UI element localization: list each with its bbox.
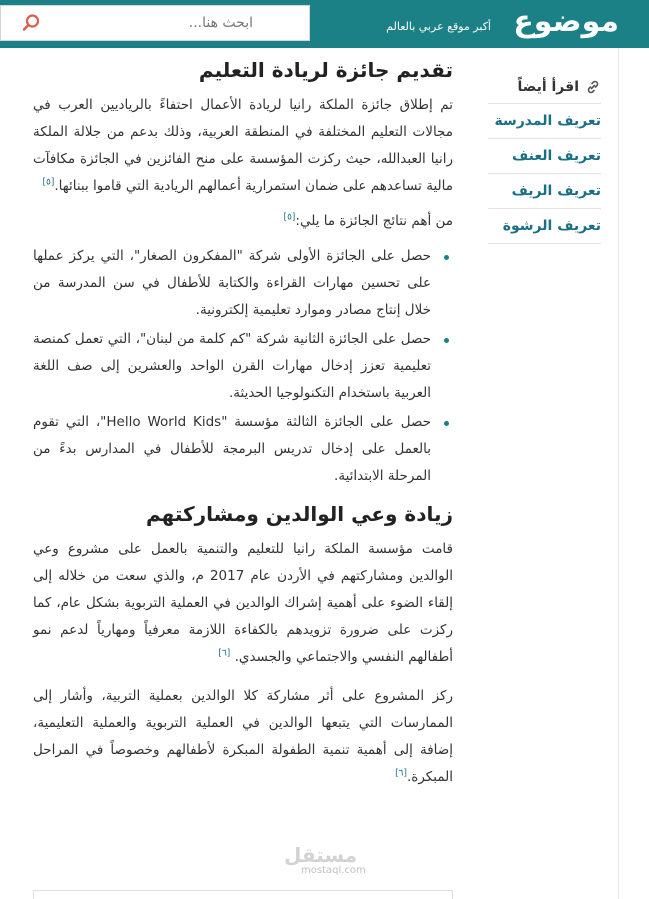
link-icon [585,79,601,95]
watermark-logo: مستقل [284,843,358,867]
paragraph: ركز المشروع على أثر مشاركة كلا الوالدين بعملية التربية، وأشار إلى الممارسات التي يتبعها الوالدين في العملية التربوية والعملية التعليمية، إضافة إلى أهمية تنمية الطفولة المبكرة لأطفالهم وخصوصاً في المراحل المبكرة.[٦] [33,688,453,785]
site-tagline: أكبر موقع عربي بالعالم [386,20,491,33]
reference-link[interactable]: [٦] [218,648,231,659]
search-box [0,5,310,41]
section-heading-award: تقديم جائزة لريادة التعليم [198,58,453,82]
section-heading-parents: زيادة وعي الوالدين ومشاركتهم [145,502,453,526]
reference-link[interactable]: [٥] [283,212,296,223]
reference-link[interactable]: [٥] [42,177,55,188]
list-item: حصل على الجائزة الأولى شركة "المفكرون الصغار"، التي يركز عملها على تحسين مهارات القراءة والكتابة للأطفال في سن المدرسة من خلال إنتاج مصادر وموارد تعليمية إلكترونية. [33,243,431,324]
sidebar-item-bribery[interactable]: تعريف الرشوة [488,209,601,244]
list-item: حصل على الجائزة الثانية شركة "كم كلمة من لبنان"، التي تعمل كمنصة تعليمية تعزز إدخال مهارات القرن الواحد والعشرين إلى صف اللغة العربية باستخدام التكنولوجيا الحديثة. [33,326,431,407]
content-border [618,48,619,899]
paragraph: من أهم نتائج الجائزة ما يلي:[٥] [283,212,453,229]
read-also-sidebar [488,70,601,244]
site-header [0,0,649,48]
bottom-box [33,890,453,899]
site-logo[interactable]: موضوع [513,4,619,39]
sidebar-title-label: اقرأ أيضاً [517,78,579,95]
paragraph: تم إطلاق جائزة الملكة رانيا لريادة الأعمال احتفاءً بالرياديين العرب في مجالات التعليم المختلفة في المنطقة العربية، وذلك بدعم من جلالة الملكة رانيا العبدالله، حيث ركزت المؤسسة على منح الفائزين في الجائزة مكافآت مالية تساعدهم على ضمان استمرارية أعمالهم الريادية التي قاموا ببنائها.[٥] [33,97,453,194]
paragraph: قامت مؤسسة الملكة رانيا للتعليم والتنمية بالعمل على مشروع وعي الوالدين ومشاركتهم في الأردن عام 2017 م، والذي سعت من خلاله إلى إلقاء الضوء على أهمية إشراك الوالدين في العملية التربوية بشكل عام، كما ركزت على ضرورة تزويدهم بالكفاءة اللازمة معرفياً ومهارياً لدعم نمو أطفالهم النفسي والاجتماعي والجسدي. [٦] [33,541,453,665]
list-item: حصل على الجائزة الثالثة مؤسسة "Hello World Kids"، التي تقوم بالعمل على إدخال تدريس البرمجة للأطفال في المدارس بدءً من المرحلة الابتدائية. [33,409,431,490]
award-results-list [33,243,453,490]
article-content [33,48,453,799]
reference-link[interactable]: [٦] [395,768,407,779]
sidebar-item-school[interactable]: تعريف المدرسة [488,104,601,139]
sidebar-item-countryside[interactable]: تعريف الريف [488,174,601,209]
search-icon[interactable] [13,6,49,40]
watermark-url: mostaql.com [301,865,366,876]
search-input[interactable] [49,6,309,40]
sidebar-title [488,70,601,104]
sidebar-item-violence[interactable]: تعريف العنف [488,139,601,174]
